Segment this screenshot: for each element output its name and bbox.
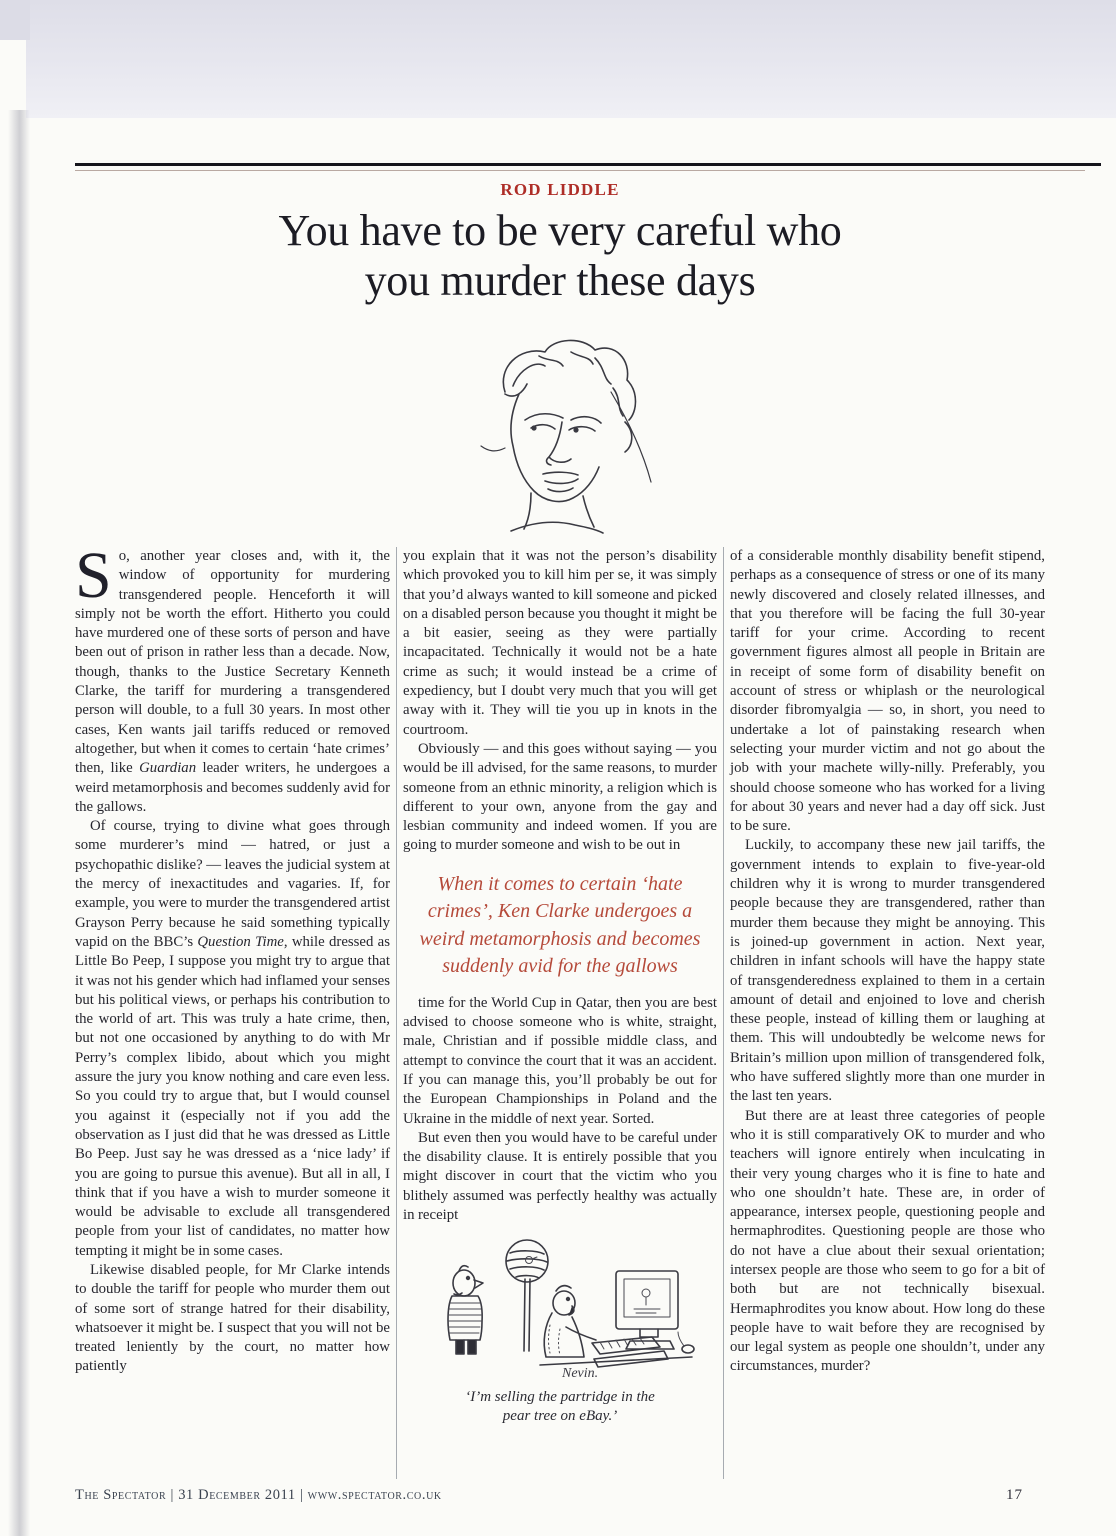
header-rule <box>75 163 1101 166</box>
paragraph-1 <box>75 539 390 817</box>
article-headline <box>75 206 1045 306</box>
article-body-columns <box>75 539 1045 1479</box>
paragraph-1-text-end: leader writers, he undergoes a weird metamorphosis and becomes suddenly avid for the gallows. <box>75 760 390 815</box>
pull-quote: When it comes to certain ‘hate crimes’, Ken Clarke undergoes a weird metamorphosis and becomes suddenly avid for the gallows <box>419 872 701 978</box>
paragraph-3: Likewise disabled people, for Mr Clarke intends to double the tariff for people who murder them out of some sort of strange hatred for their disability, whatsoever it might be. I suspect that you will not be treated leniently by the court, no matter how patiently <box>75 1261 390 1375</box>
column-3 <box>724 547 1045 1479</box>
paragraph-9: Luckily, to accompany these new jail tariffs, the government intends to explain to five-year-old children why it is wrong to murder transgendered people because they are transgendered, rather than murder them because they might be annoying. This is joined-up government in action. Next year, children in infant schools will have the happy state of transgenderedness explained to them in a certain amount of detail and enjoined to love and cherish these people, instead of killing them or laughing at them. This will undoubtedly be welcome news for Britain’s million upon million of transgendered folk, who have suffered slightly more than one murder in the last ten years. <box>730 837 1045 1105</box>
column-2 <box>396 547 724 1479</box>
drop-cap: S <box>75 539 112 612</box>
paragraph-1-text: o, another year closes and, with it, the window of opportunity for murdering transgendered people. Henceforth it will simply not be worth the effort. Hitherto you could have murdered one of these sorts of person and have been out of prison in rather less than a decade. Now, though, thanks to the Justice Secretary Kenneth Clarke, the tariff for murdering a transgendered person will double, to a full 30 years. In most other cases, Ken wants jail tariffs reduced or removed altogether, but when it comes to certain ‘hate crimes’ then, like <box>75 548 390 777</box>
cartoonist-signature: Nevin. <box>562 1366 599 1382</box>
paragraph-7: But even then you would have to be careful under the disability clause. It is entirely possible that you might discover in court that the victim who you blithely assumed was perfectly healthy was actually in receipt <box>403 1129 717 1224</box>
paragraph-2 <box>75 817 390 1261</box>
italic-question-time: Question Time <box>197 933 284 950</box>
page-number: 17 <box>1006 1487 1023 1503</box>
author-portrait-illustration <box>443 330 679 538</box>
column-1 <box>75 539 396 1479</box>
paragraph-5: Obviously — and this goes without saying — you would be ill advised, for the same reasons, to murder someone from an ethnic minority, a religion which is different to your own, anyone from the gay and lesbian community and indeed women. If you are going to murder someone and wish to be out in <box>403 740 717 854</box>
italic-guardian: Guardian <box>139 760 197 777</box>
page-footer <box>75 1487 1045 1504</box>
scan-artifact-corner <box>0 0 30 40</box>
footer-imprint: The Spectator | 31 December 2011 | www.spectator.co.uk <box>75 1487 442 1503</box>
header-rule-echo <box>75 170 1085 171</box>
scan-artifact-left-edge <box>8 110 34 1536</box>
paragraph-2-text-end: , while dressed as Little Bo Peep, I suppose you might try to argue that it was not his gender which had inflamed your senses but his political views, or perhaps his contribution to the world of art. This was truly a hate crime, then, but not one occasioned by anything to do with Mr Perry’s complex libido, about which you might assure the jury you know nothing and care even less. So you could try to argue that, but I would counsel you against it (especially not if you add the observation as I just did that he was dressed as Little Bo Peep. Just say he was dressed as a ‘nice lady’ if you are going to pursue this avenue). But all in all, I think that if you have a wish to murder someone it would be advisable to exclude all transgendered people from your list of candidates, no matter how tempting it might be in some cases. <box>75 933 390 1259</box>
paragraph-8: of a considerable monthly disability benefit stipend, perhaps as a consequence of stress or one of its many newly discovered and closely related illnesses, and that you therefore will be facing the full 30-year tariff for your crime. According to recent government figures almost all people in Britain are in receipt of some form of disability benefit on account of stress or whiplash or the neurological disorder fibromyalgia — so, in short, you need to undertake a lot of painstaking research when selecting your murder victim and not go about the job with your machete willy-nilly. Preferably, you should choose someone who has worked for a living for about 30 years and never had a day off sick. Just to be sure. <box>730 548 1045 835</box>
paragraph-10: But there are at least three categories of people who it is still comparatively OK to murder and who teachers will ignore entirely when inculcating in their very young charges who it is fine to hate and who one shouldn’t hate. These are, in order of appearance, intersex people, questioning people and hermaphrodites. Questioning people are those who do not have a clue about their sexual orientation; intersex people are those who seem to go for a bit of both but are not technically bisexual. Hermaphrodites you know about. How long do these people have to wait before they are recognised by our legal system as people one shouldn’t, under any circumstances, murder? <box>730 1107 1045 1375</box>
scan-artifact-top-band <box>26 0 1116 118</box>
headline-line-2: you murder these days <box>364 256 756 305</box>
cartoon-caption: ‘I’m selling the partridge in the pear tree on eBay.’ <box>465 1389 655 1425</box>
cartoon-illustration <box>412 1233 708 1381</box>
author-kicker: ROD LIDDLE <box>500 180 620 199</box>
paragraph-2-text: Of course, trying to divine what goes through some murderer’s mind — hatred, or just a psychopathic dislike? — leaves the judicial system at the mercy of inexactitudes and vagaries. If, for example, you were to murder the transgendered artist Grayson Perry because he said something typically vapid on the BBC’s <box>75 818 390 950</box>
paragraph-4: you explain that it was not the person’s disability which provoked you to kill him per se, it was simply that you’d always wanted to kill someone and picked on a disabled person because you thought it might be a bit easier, seeing as they were partially incapacitated. Technically it would not be a hate crime as such; it would instead be a crime of expediency, but I doubt very much that you will get away with it. They will tie you up in knots in the courtroom. <box>403 548 717 738</box>
paragraph-6: time for the World Cup in Qatar, then you are best advised to choose someone who is white, straight, male, Christian and if possible middle class, and attempt to convince the court that it was an accident. If you can manage this, you’ll probably be out for the European Championships in Poland and the Ukraine in the middle of next year. Sorted. <box>403 994 717 1127</box>
portrait-sketch-icon <box>443 330 679 538</box>
headline-line-1: You have to be very careful who <box>278 206 842 255</box>
cartoon-block <box>403 1233 717 1426</box>
